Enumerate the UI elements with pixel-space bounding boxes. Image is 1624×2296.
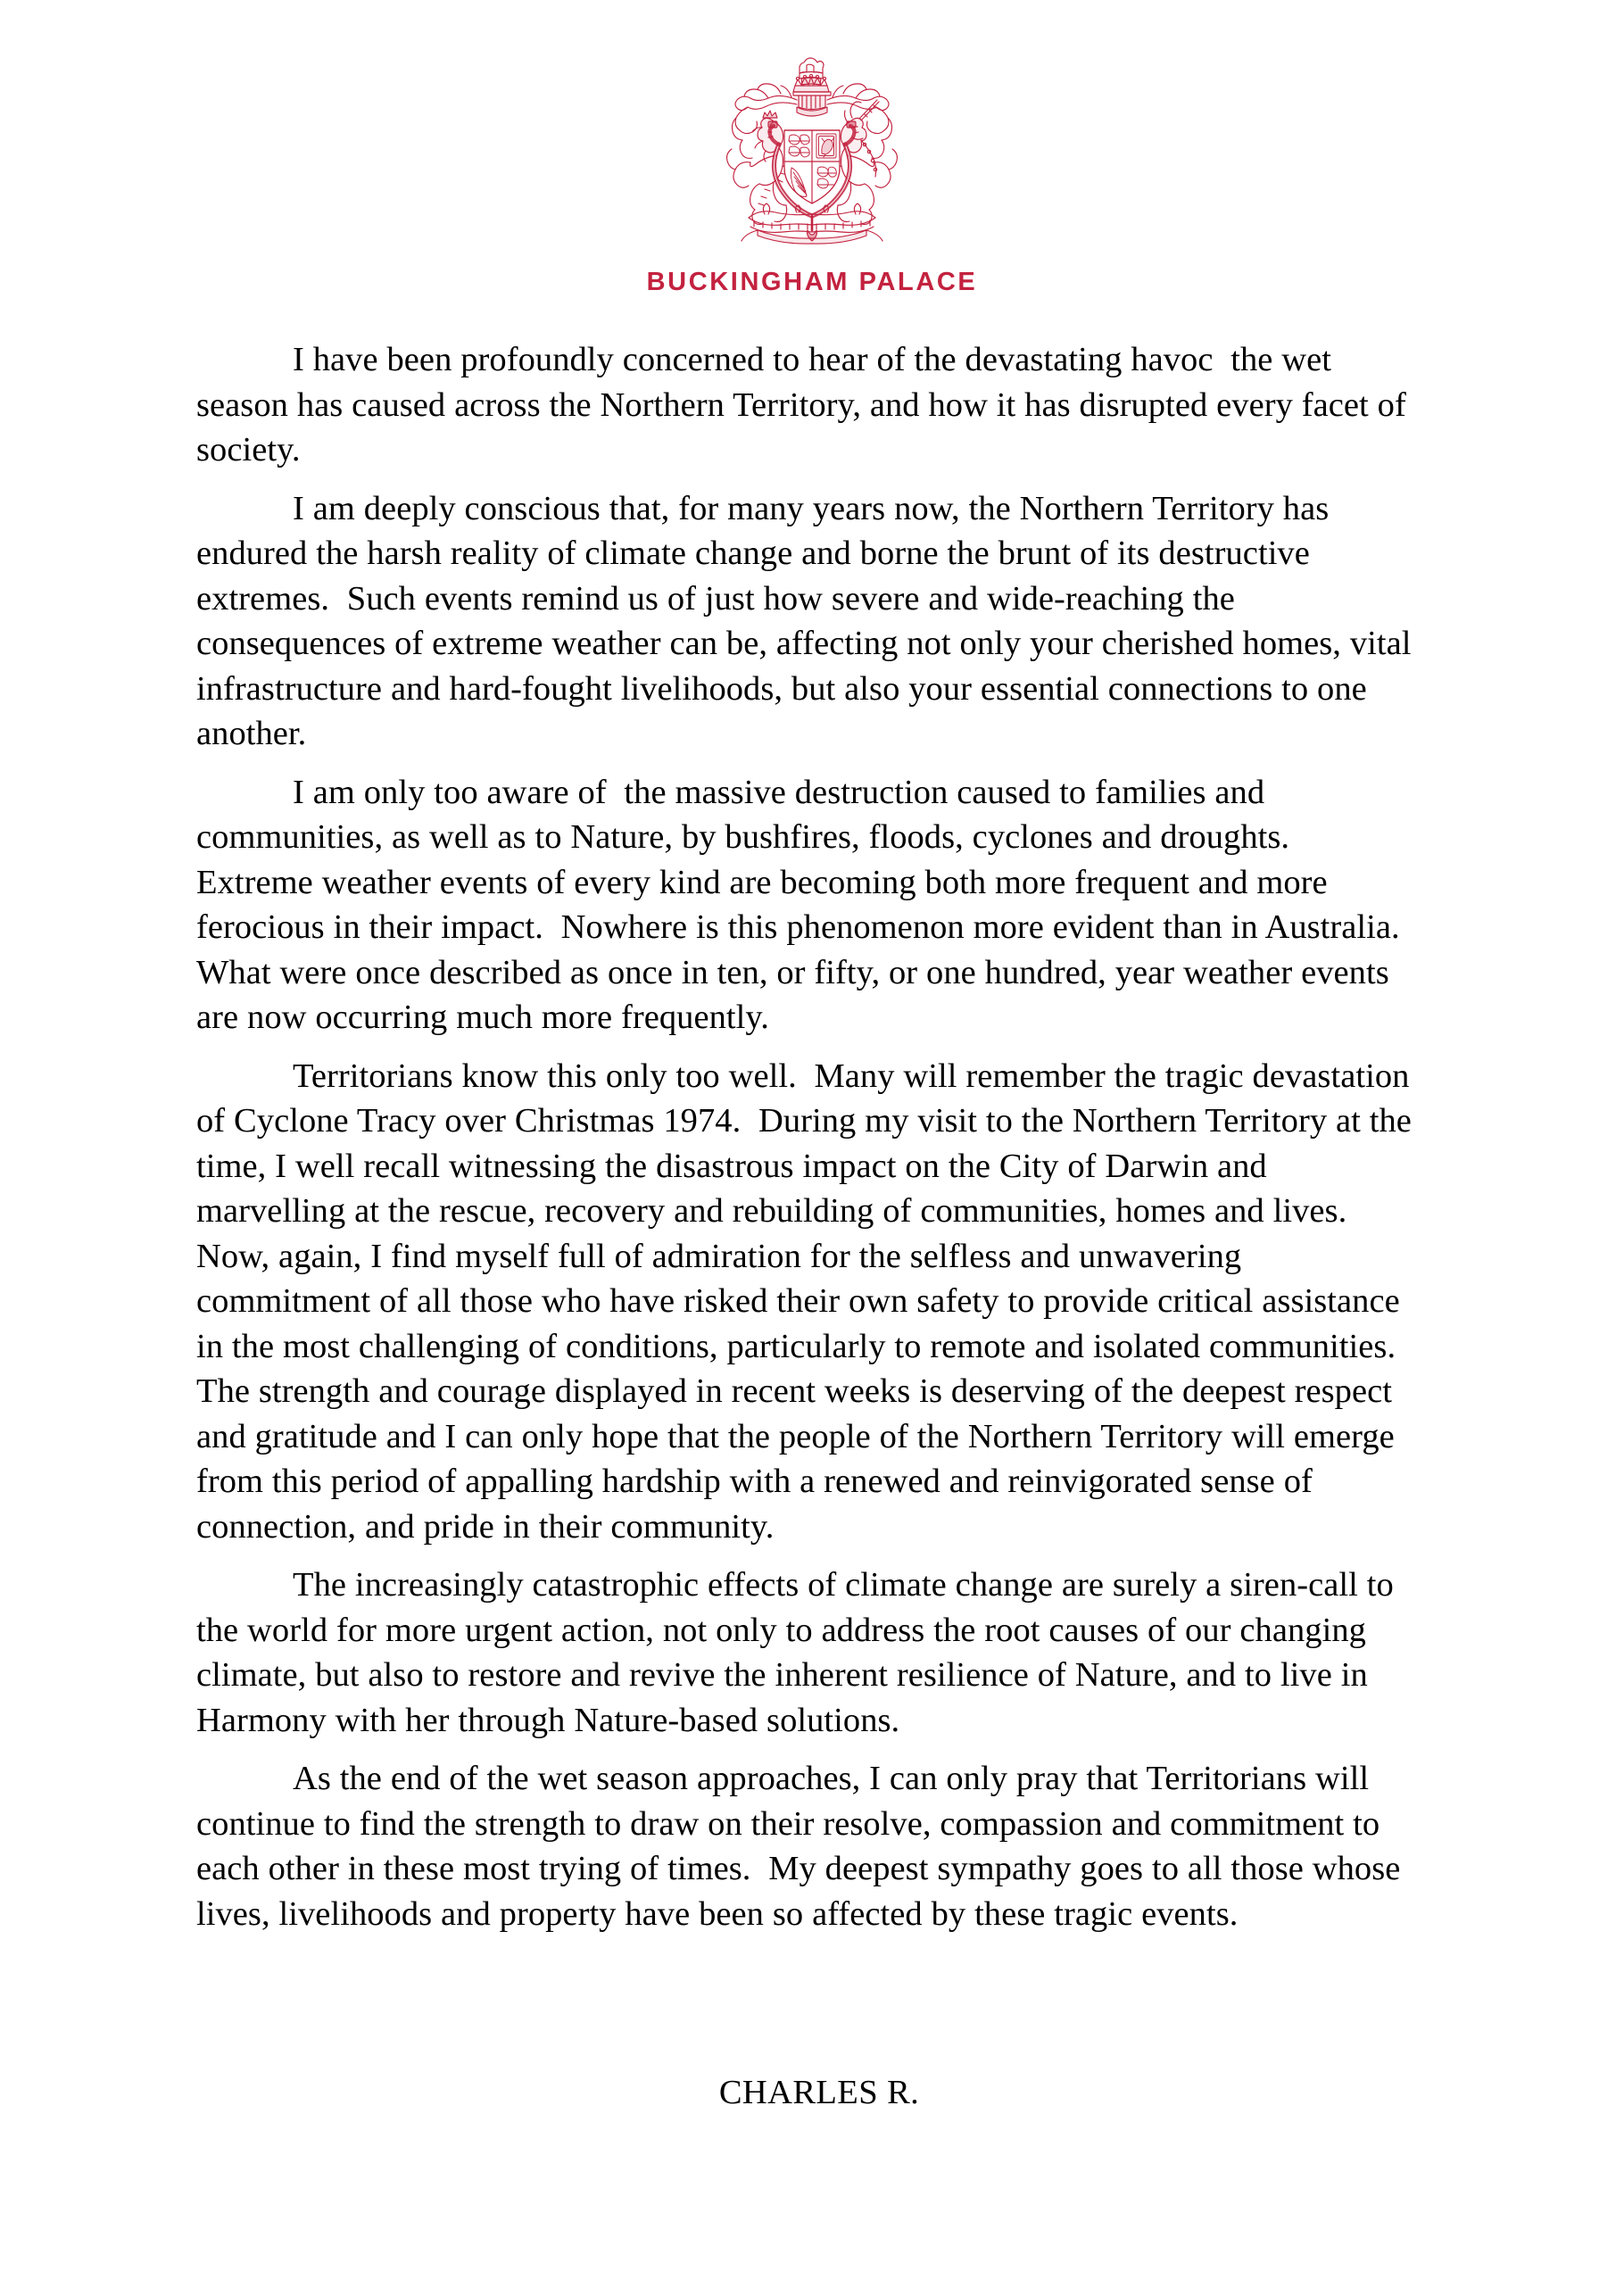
signature-text: CHARLES R. [718,2074,920,2111]
letterhead [0,0,1624,297]
letter-body [196,337,1422,1936]
letter-paragraph: I am only too aware of the massive destruction caused to families and communities, as well as to Nature, by bushfires, floods, cyclones and droughts. Extreme weather events of every kind are becoming both more frequent and more ferocious in their impact. Nowhere is this phenomenon more evident than in Australia. What were once described as once in ten, or fifty, or one hundred, year weather events are now occurring much more frequently. [196,773,1417,1036]
letter-paragraph: The increasingly catastrophic effects of climate change are surely a siren-call to the world for more urgent action, not only to address the root causes of our changing climate, but also to restore and revive the inherent resilience of Nature, and to live in Harmony with her through Nature-based solutions. [196,1566,1403,1739]
letter-paragraph: I am deeply conscious that, for many years now, the Northern Territory has endured the harsh reality of climate change and borne the brunt of its destructive extremes. Such events remind us of just how severe and wide-reaching the consequences of extreme weather can be, affecting not only your cherished homes, vital infrastructure and hard-fought livelihoods, but also your essential connections to one another. [196,489,1421,752]
royal-coat-of-arms-icon [718,55,906,245]
letterhead-title: BUCKINGHAM PALACE [646,268,978,296]
letter-paragraph: I have been profoundly concerned to hear of the devastating havoc the wet season has caused across the Northern Territory, and how it has disrupted every facet of society. [196,341,1415,468]
letter-paragraph: As the end of the wet season approaches, I can only pray that Territorians will continue to find the strength to draw on their resolve, compassion and commitment to each other in these most trying of times. My deepest sympathy goes to all those whose lives, livelihoods and property have been so affected by these tragic events. [196,1760,1410,1933]
signature-block [196,2070,1422,2115]
letter-paragraph: Territorians know this only too well. Many will remember the tragic devastation of Cyclone Tracy over Christmas 1974. During my visit to the Northern Territory at the time, I well recall witnessing the disastrous impact on the City of Darwin and marvelling at the rescue, recovery and rebuilding of communities, homes and lives. Now, again, I find myself full of admiration for the selfless and unwavering commitment of all those who have risked their own safety to provide critical assistance in the most challenging of conditions, particularly to remote and isolated communities. The strength and courage displayed in recent weeks is deserving of the deepest respect and gratitude and I can only hope that the people of the Northern Territory will emerge from this period of appalling hardship with a renewed and reinvigorated sense of connection, and pride in their community. [196,1057,1421,1546]
